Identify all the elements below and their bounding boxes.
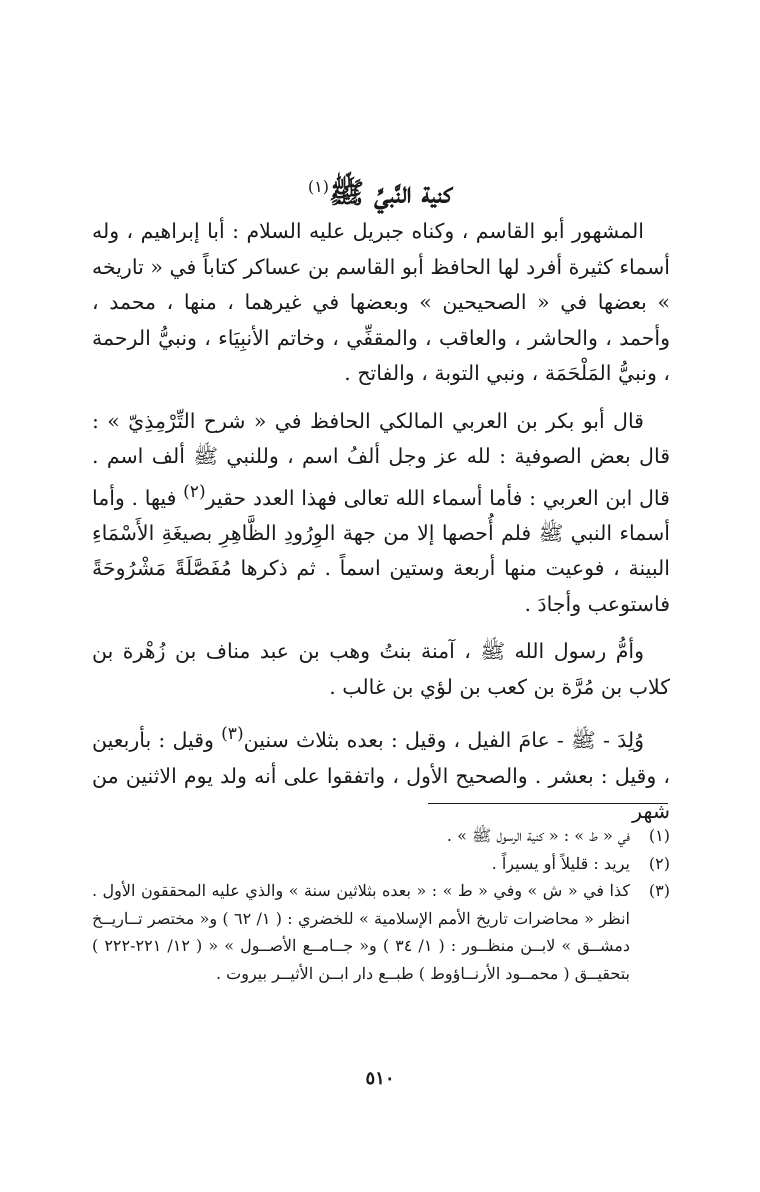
footnote-3 <box>92 877 670 987</box>
paragraph-text: قال أبو بكر بن العربي المالكي الحافظ في « شرح التِّرْمِذِيّ » : قال بعض الصوفية : لله عز وجل ألفُ اسم ، وللنبي ﷺ ألف اسم . قال ابن العربي : فأما أسماء الله تعالى فهذا العدد حقير <box>92 408 670 510</box>
paragraph-mother <box>92 634 670 705</box>
footnote-number: (٣) <box>648 881 670 900</box>
paragraph-ibn-arabi <box>92 404 670 623</box>
footnote-number: (٢) <box>648 853 670 873</box>
page-number: ٥١٠ <box>365 1068 395 1089</box>
chapter-title-text: كنية النَّبيِّ ﷺ <box>328 176 453 211</box>
footnote-1 <box>92 822 670 850</box>
paragraph-text: وأمُّ رسول الله ﷺ ، آمنة بنتُ وهب بن عبد مناف بن زُهْرة بن كلاب بن مُرَّة بن كعب بن لؤي بن غالب . <box>92 639 670 699</box>
footnote-2 <box>92 850 670 878</box>
footnote-ref-3: (٣) <box>221 724 244 745</box>
main-text <box>92 214 670 830</box>
chapter-title <box>0 167 760 213</box>
paragraph-text: وُلِدَ - ﷺ - عامَ الفيل ، وقيل : بعده بثلاث سنين <box>243 728 644 753</box>
footnote-text: يريد : قليلاً أو يسيراً . <box>491 853 630 873</box>
footnote-text: في « ط » : « كنية الرسول ﷺ » . <box>446 826 630 845</box>
paragraph-text: فيها . وأما أسماء النبي ﷺ فلم أُحصها إلا من جهة الوِرُودِ الظَّاهِرِ بصيغَةِ الأَسْمَاءِ البينة ، فوعيت منها أربعة وستين اسماً . ثم ذكرها مُفَصَّلَةً مَشْرُوحَةً فاستوعب وأجادَ . <box>92 485 670 616</box>
footnotes <box>92 822 670 987</box>
paragraph-kunya <box>92 214 670 392</box>
paragraph-text: وقيل : بأربعين ، وقيل : بعشر . والصحيح الأول ، واتفقوا على أنه ولد يوم الاثنين من شهر <box>92 728 670 824</box>
footnote-text: كذا في « ش » وفي « ط » : « بعده بثلاثين سنة » والذي عليه المحققون الأول . انظر « محاضرات تاريخ الأمم الإسلامية » للخضري : ( ١/ ٦٢ ) و« مختصر تــاريــخ دمشــق » لابــن منظــور : ( ١/ ٣٤ ) و« جــامــع الأصــول » « ( ١٢/ ٢٢١-٢٢٢ ) بتحقيــق ( محمــود الأرنــاؤوط ) طبــع دار ابــن الأثيــر بيروت . <box>92 881 630 983</box>
footnote-ref-2: (٢) <box>183 481 206 502</box>
footnote-divider <box>428 803 668 804</box>
paragraph-birth <box>92 717 670 829</box>
footnote-number: (١) <box>648 826 670 845</box>
title-footnote-ref: (١) <box>307 177 329 197</box>
paragraph-text: المشهور أبو القاسم ، وكناه جبريل عليه السلام : أبا إبراهيم ، وله أسماء كثيرة أفرد لها الحافظ أبو القاسم بن عساكر كتاباً في « تاريخه » بعضها في « الصحيحين » وبعضها في غيرهما ، منها ، محمد ، وأحمد ، والحاشر ، والعاقب ، والمقفِّي ، وخاتم الأنبِيَاء ، ونبيُّ الرحمة ، ونبيُّ المَلْحَمَة ، ونبي التوبة ، والفاتح . <box>92 219 670 385</box>
